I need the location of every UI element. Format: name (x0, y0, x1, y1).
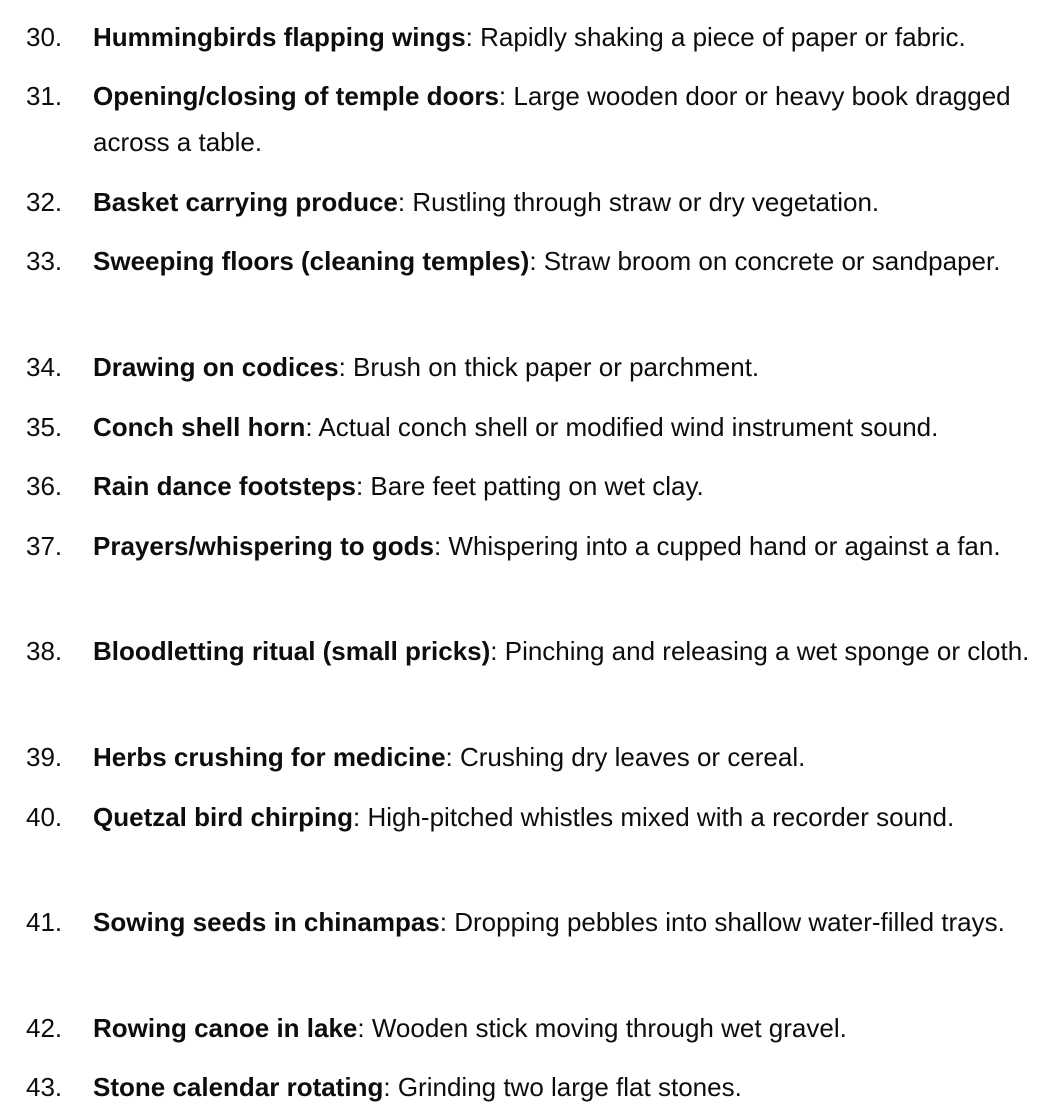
item-number: 40. (26, 802, 63, 832)
item-number: 34. (26, 352, 63, 382)
item-number: 31. (26, 81, 63, 111)
item-description: : Grinding two large flat stones. (383, 1072, 742, 1102)
item-description: : Dropping pebbles into shallow water-filled trays. (439, 907, 1005, 937)
item-text (93, 344, 1033, 390)
item-text (93, 238, 1033, 284)
item-term: Hummingbirds flapping wings (93, 22, 466, 52)
item-text (93, 734, 1033, 780)
item-number: 37. (26, 531, 63, 561)
item-number: 39. (26, 742, 63, 772)
item-term: Sowing seeds in chinampas (93, 907, 440, 937)
item-number: 42. (26, 1013, 63, 1043)
item-term: Sweeping floors (cleaning temples) (93, 246, 530, 276)
item-text (93, 1064, 1033, 1110)
item-description: : Wooden stick moving through wet gravel. (357, 1013, 847, 1043)
item-term: Rowing canoe in lake (93, 1013, 358, 1043)
item-description: : High-pitched whistles mixed with a recorder sound. (353, 802, 955, 832)
item-term: Opening/closing of temple doors (93, 81, 499, 111)
item-number: 38. (26, 636, 63, 666)
item-description: : Brush on thick paper or parchment. (338, 352, 760, 382)
item-description: : Pinching and releasing a wet sponge or cloth. (490, 636, 1030, 666)
item-text (93, 73, 1033, 165)
item-term: Drawing on codices (93, 352, 339, 382)
item-description: : Rustling through straw or dry vegetation. (397, 187, 880, 217)
item-text (93, 628, 1033, 674)
item-description: : Whispering into a cupped hand or against a fan. (433, 531, 1001, 561)
item-term: Prayers/whispering to gods (93, 531, 434, 561)
item-description: : Crushing dry leaves or cereal. (445, 742, 806, 772)
item-text (93, 794, 1033, 840)
item-number: 30. (26, 22, 63, 52)
item-text (93, 463, 1033, 509)
item-term: Quetzal bird chirping (93, 802, 354, 832)
item-text (93, 1005, 1033, 1051)
item-term: Rain dance footsteps (93, 471, 356, 501)
item-number: 36. (26, 471, 63, 501)
item-text (93, 523, 1033, 569)
item-number: 41. (26, 907, 63, 937)
item-text (93, 14, 1033, 60)
item-description: : Bare feet patting on wet clay. (355, 471, 704, 501)
item-text (93, 404, 1033, 450)
item-text (93, 899, 1033, 945)
item-description: : Large wooden door or heavy book dragged across a table. (93, 81, 1011, 157)
item-term: Basket carrying produce (93, 187, 398, 217)
item-description: : Actual conch shell or modified wind instrument sound. (305, 412, 939, 442)
item-number: 33. (26, 246, 63, 276)
item-term: Bloodletting ritual (small pricks) (93, 636, 491, 666)
item-number: 35. (26, 412, 63, 442)
item-text (93, 179, 1033, 225)
item-number: 32. (26, 187, 63, 217)
item-term: Stone calendar rotating (93, 1072, 384, 1102)
item-number: 43. (26, 1072, 63, 1102)
item-term: Conch shell horn (93, 412, 306, 442)
item-description: : Rapidly shaking a piece of paper or fabric. (465, 22, 966, 52)
item-description: : Straw broom on concrete or sandpaper. (529, 246, 1001, 276)
item-term: Herbs crushing for medicine (93, 742, 446, 772)
